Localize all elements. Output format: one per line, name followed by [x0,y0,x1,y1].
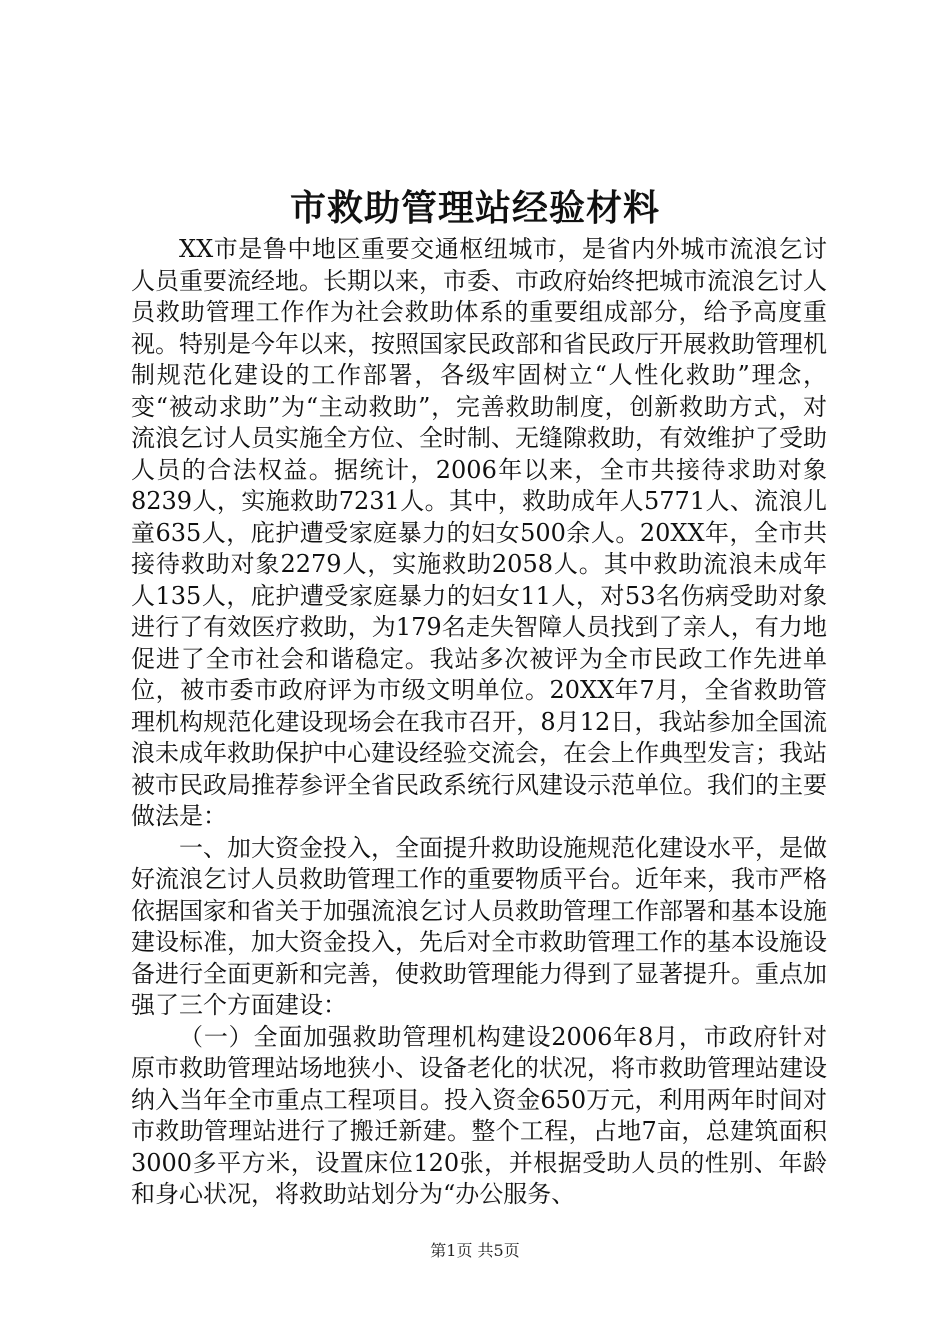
paragraph-intro: XX市是鲁中地区重要交通枢纽城市，是省内外城市流浪乞讨人员重要流经地。长期以来，市委、市政府始终把城市流浪乞讨人员救助管理工作作为社会救助体系的重要组成部分，给予高度重视。特别是今年以来，按照国家民政部和省民政厅开展救助管理机制规范化建设的工作部署，各级牢固树立“人性化救助”理念，变“被动求助”为“主动救助”，完善救助制度，创新救助方式，对流浪乞讨人员实施全方位、全时制、无缝隙救助，有效维护了受助人员的合法权益。据统计，2006年以来，全市共接待求助对象8239人，实施救助7231人。其中，救助成年人5771人、流浪儿童635人，庇护遭受家庭暴力的妇女500余人。20XX年，全市共接待救助对象2279人，实施救助2058人。其中救助流浪未成年人135人，庇护遭受家庭暴力的妇女11人，对53名伤病受助对象进行了有效医疗救助，为179名走失智障人员找到了亲人，有力地促进了全市社会和谐稳定。我站多次被评为全市民政工作先进单位，被市委市政府评为市级文明单位。20XX年7月，全省救助管理机构规范化建设现场会在我市召开，8月12日，我站参加全国流浪未成年救助保护中心建设经验交流会，在会上作典型发言；我站被市民政局推荐参评全省民政系统行风建设示范单位。我们的主要做法是： [131,235,827,830]
paragraph-section-one: 一、加大资金投入，全面提升救助设施规范化建设水平，是做好流浪乞讨人员救助管理工作的重要物质平台。近年来，我市严格依据国家和省关于加强流浪乞讨人员救助管理工作部署和基本设施建设标准，加大资金投入，先后对全市救助管理工作的基本设施设备进行全面更新和完善，使救助管理能力得到了显著提升。重点加强了三个方面建设： [131,833,827,1019]
document-title: 市救助管理站经验材料 [289,187,660,229]
page-footer: 第1页 共5页 [430,1241,520,1260]
paragraph-subsection-one: （一）全面加强救助管理机构建设2006年8月，市政府针对原市救助管理站场地狭小、设备老化的状况，将市救助管理站建设纳入当年全市重点工程项目。投入资金650万元，利用两年时间对市救助管理站进行了搬迁新建。整个工程，占地7亩，总建筑面积3000多平方米，设置床位120张，并根据受助人员的性别、年龄和身心状况，将救助站划分为“办公服务、 [131,1022,827,1208]
document-body [131,234,827,1211]
